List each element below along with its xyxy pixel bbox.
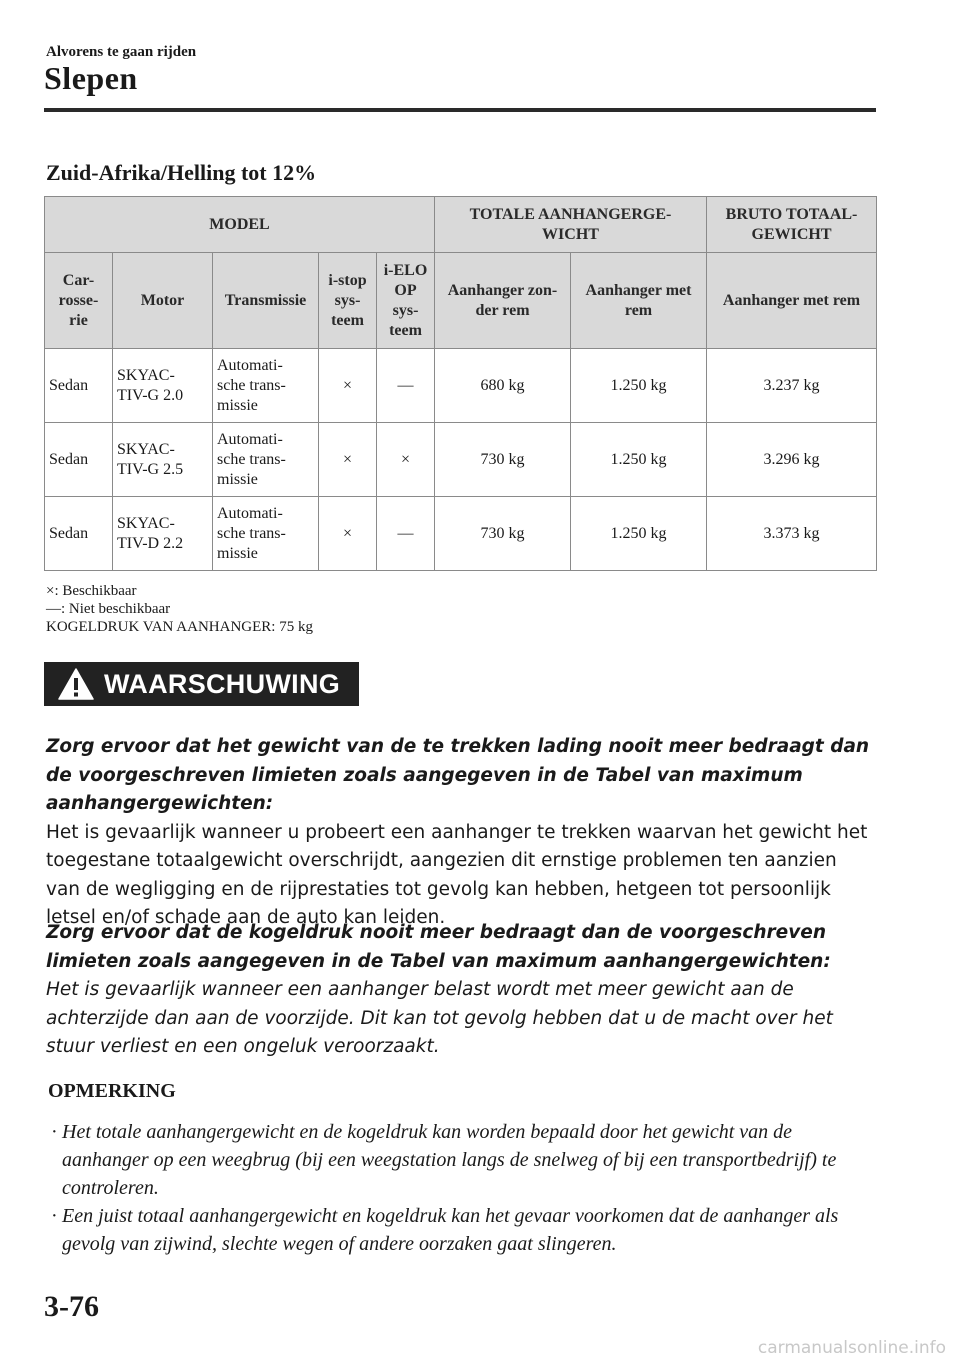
table-row bbox=[45, 349, 877, 423]
watermark: carmanualsonline.info bbox=[757, 1338, 946, 1358]
cell-ieloop: — bbox=[377, 497, 435, 571]
col-ieloop: i-ELO OP sys- teem bbox=[377, 253, 435, 349]
cell-engine: SKYAC- TIV-D 2.2 bbox=[113, 497, 213, 571]
cell-gross: 3.373 kg bbox=[707, 497, 877, 571]
page-number: 3-76 bbox=[44, 1290, 99, 1323]
note-title: OPMERKING bbox=[48, 1080, 176, 1102]
note-list bbox=[46, 1118, 876, 1258]
cell-braked: 1.250 kg bbox=[571, 423, 707, 497]
legend-not-available: —: Niet beschikbaar bbox=[46, 601, 171, 617]
cell-body: Sedan bbox=[45, 349, 113, 423]
warning-heading: Zorg ervoor dat het gewicht van de te trekken lading nooit meer bedraagt dan de voorgeschreven limieten zoals aangegeven in de Tabel van maximum aanhangergewichten: bbox=[46, 736, 870, 814]
cell-ieloop: × bbox=[377, 423, 435, 497]
cell-istop: × bbox=[319, 349, 377, 423]
cell-unbraked: 730 kg bbox=[435, 497, 571, 571]
page-title: Slepen bbox=[44, 60, 138, 96]
col-engine: Motor bbox=[113, 253, 213, 349]
table-legend bbox=[46, 582, 313, 636]
bullet-icon: · bbox=[51, 1205, 58, 1227]
bullet-icon: · bbox=[51, 1121, 58, 1143]
warning-text: Het is gevaarlijk wanneer een aanhanger belast wordt met meer gewicht aan de achterzijde dan aan de voorzijde. Dit kan tot gevolg hebben dat u de macht over het stuur verliest en een ongeluk veroorzaakt. bbox=[46, 979, 833, 1057]
col-transmission: Transmissie bbox=[213, 253, 319, 349]
section-title: Zuid-Afrika/Helling tot 12% bbox=[46, 160, 317, 185]
breadcrumb: Alvorens te gaan rijden bbox=[46, 44, 197, 60]
cell-body: Sedan bbox=[45, 497, 113, 571]
cell-braked: 1.250 kg bbox=[571, 349, 707, 423]
warning-banner bbox=[44, 662, 359, 706]
cell-istop: × bbox=[319, 423, 377, 497]
cell-braked: 1.250 kg bbox=[571, 497, 707, 571]
col-unbraked: Aanhanger zon- der rem bbox=[435, 253, 571, 349]
cell-engine: SKYAC- TIV-G 2.0 bbox=[113, 349, 213, 423]
cell-transmission: Automati- sche trans- missie bbox=[213, 423, 319, 497]
table-column-header-row bbox=[45, 253, 877, 349]
header-divider bbox=[44, 108, 876, 112]
header-gross-weight: BRUTO TOTAAL- GEWICHT bbox=[707, 197, 877, 253]
cell-transmission: Automati- sche trans- missie bbox=[213, 497, 319, 571]
header-model: MODEL bbox=[45, 197, 435, 253]
cell-unbraked: 730 kg bbox=[435, 423, 571, 497]
table-row bbox=[45, 497, 877, 571]
col-body: Car- rosse- rie bbox=[45, 253, 113, 349]
warning-text: Het is gevaarlijk wanneer u probeert een aanhanger te trekken waarvan het gewicht het toegestane totaalgewicht overschrijdt, aangezien dit ernstige problemen ten aanzien van de wegligging en de rijprestaties tot gevolg kan hebben, hetgeen tot persoonlijk letsel en/of schade aan de auto kan leiden. bbox=[46, 821, 868, 928]
warning-label: WAARSCHUWING bbox=[104, 668, 341, 699]
cell-gross: 3.296 kg bbox=[707, 423, 877, 497]
cell-unbraked: 680 kg bbox=[435, 349, 571, 423]
cell-engine: SKYAC- TIV-G 2.5 bbox=[113, 423, 213, 497]
legend-available: ×: Beschikbaar bbox=[46, 583, 137, 599]
col-gross-braked: Aanhanger met rem bbox=[707, 253, 877, 349]
warning-triangle-icon bbox=[58, 668, 94, 700]
cell-transmission: Automati- sche trans- missie bbox=[213, 349, 319, 423]
header-total-trailer-weight: TOTALE AANHANGERGE- WICHT bbox=[435, 197, 707, 253]
warning-paragraph-tongue-load bbox=[46, 919, 876, 1062]
col-braked: Aanhanger met rem bbox=[571, 253, 707, 349]
list-item: · Een juist totaal aanhangergewicht en kogeldruk kan het gevaar voorkomen dat de aanhanger als gevolg van zijwind, slechte wegen of andere oorzaken gaat slingeren. bbox=[46, 1202, 876, 1258]
legend-tongue-load: KOGELDRUK VAN AANHANGER: 75 kg bbox=[46, 619, 313, 635]
cell-ieloop: — bbox=[377, 349, 435, 423]
warning-paragraph-weight bbox=[46, 733, 876, 933]
cell-body: Sedan bbox=[45, 423, 113, 497]
col-istop: i-stop sys- teem bbox=[319, 253, 377, 349]
list-item: · Het totale aanhangergewicht en de kogeldruk kan worden bepaald door het gewicht van de aanhanger op een weegbrug (bij een weegstation langs de snelweg of bij een transportbedrijf) te controleren. bbox=[46, 1118, 876, 1202]
table-row bbox=[45, 423, 877, 497]
cell-istop: × bbox=[319, 497, 377, 571]
cell-gross: 3.237 kg bbox=[707, 349, 877, 423]
warning-heading: Zorg ervoor dat de kogeldruk nooit meer bedraagt dan de voorgeschreven limieten zoals aangegeven in de Tabel van maximum aanhangergewichten: bbox=[46, 922, 831, 972]
towing-capacity-table bbox=[44, 196, 877, 571]
table-group-header-row bbox=[45, 197, 877, 253]
